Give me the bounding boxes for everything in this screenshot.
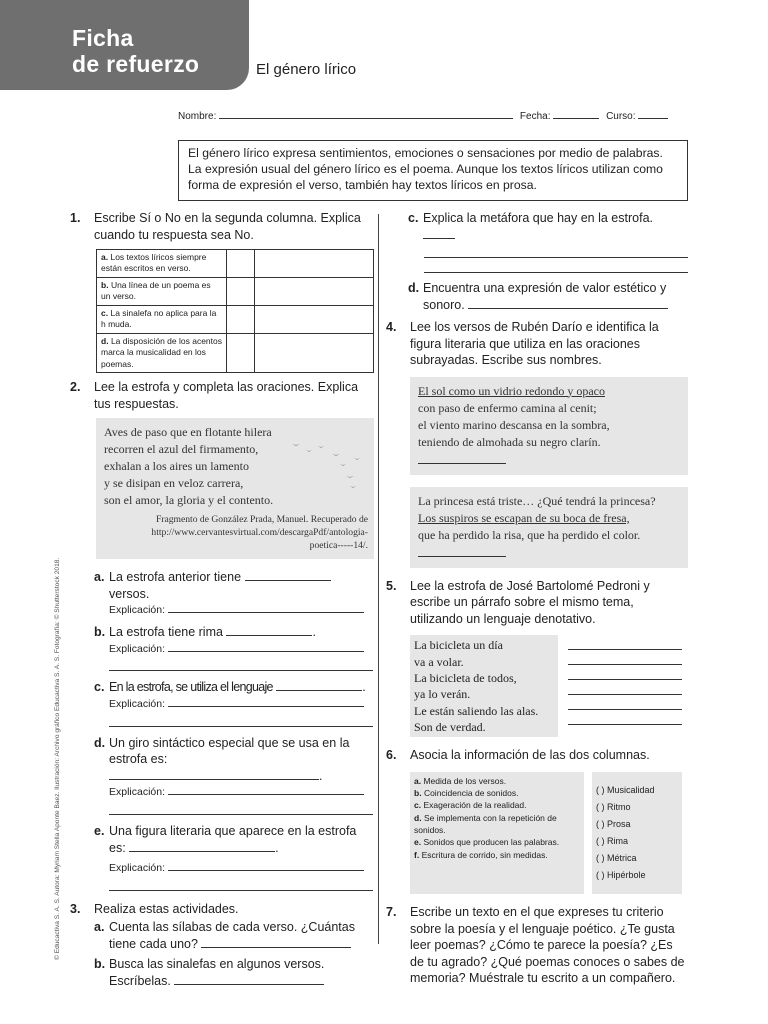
list-item: c. Exageración de la realidad.	[414, 800, 527, 811]
poem-line: con paso de enfermo camina al cenit;	[418, 400, 597, 415]
fecha-field[interactable]	[553, 110, 599, 119]
header-tab	[0, 0, 249, 90]
poem-line: El sol como un vidrio redondo y opaco	[418, 383, 605, 398]
list-item: e. Sonidos que producen las palabras.	[414, 837, 560, 848]
explanation-line[interactable]	[168, 696, 364, 707]
question-5: 5. Lee la estrofa de José Bartolomé Pedroni y escribe un párrafo sobre el mismo tema, utilizando un lenguaje denotativo.	[386, 578, 688, 628]
q3-item-a: a. Cuenta las sílabas de cada verso. ¿Cuántas tiene cada uno?	[94, 920, 355, 951]
question-1: 1. Escribe Sí o No en la segunda columna. Explica cuando tu respuesta sea No.	[70, 210, 374, 243]
right-column	[386, 210, 688, 987]
poem-line: recorren el azul del firmamento,	[104, 442, 259, 457]
explanation-cell[interactable]	[255, 305, 374, 333]
answer-line[interactable]	[568, 650, 682, 665]
answer-line[interactable]	[174, 974, 324, 985]
topic-title: El género lírico	[256, 61, 357, 78]
question-3: 3. Realiza estas actividades.	[70, 901, 374, 918]
question-7: 7. Escribe un texto en el que expreses tu criterio sobre la poesía y el lenguaje poético. ¿Te gusta leer poemas? ¿Cómo te parece la poesía? ¿Es de tu agrado? ¿Qué poemas conoces o sabes de memoria? Muéstrale tu escrito a un compañero.	[386, 904, 688, 987]
poem-line: el viento marino descansa en la sombra,	[418, 417, 610, 432]
answer-line[interactable]	[568, 635, 682, 650]
column-divider	[378, 214, 379, 944]
q6-left-column	[410, 772, 584, 895]
list-item: f. Escritura de corrido, sin medidas.	[414, 849, 548, 860]
poem-line: La bicicleta de todos,	[414, 670, 517, 685]
q2-item-e: e. Una figura literaria que aparece en la estrofa es: .	[94, 824, 357, 855]
q1-table	[96, 249, 374, 373]
intro-box: El género lírico expresa sentimientos, emociones o sensaciones por medio de palabras. La expresión usual del género lírico es el poema. Aunque los textos líricos utilizan como forma de expresión el verso, también hay textos líricos en prosa.	[178, 140, 688, 201]
question-6-text: Asocia la información de las dos columnas.	[410, 748, 650, 763]
poem-source: Fragmento de González Prada, Manuel. Recuperado de http://www.cervantesvirtual.com/descargaPdf/antologia- poetica-----14/.	[151, 514, 368, 552]
answer-line[interactable]	[276, 680, 362, 691]
birds-illustration	[288, 428, 368, 498]
q6-right-column	[592, 772, 682, 895]
answer-line[interactable]	[129, 841, 275, 852]
q4-poem-2	[410, 487, 688, 568]
answer-cell[interactable]	[227, 250, 255, 278]
explanation-line[interactable]	[168, 641, 364, 652]
poem-line: que ha perdido la risa, que ha perdido el color.	[418, 527, 641, 542]
answer-line[interactable]	[423, 228, 455, 239]
poem-line: Son de verdad.	[414, 719, 486, 734]
answer-line[interactable]	[245, 570, 331, 581]
question-2: 2. Lee la estrofa y completa las oraciones. Explica tus respuestas.	[70, 379, 374, 412]
match-option[interactable]: ( ) Métrica	[596, 853, 637, 864]
poem-line: exhalan a los aires un lamento	[104, 459, 249, 474]
answer-line[interactable]	[201, 937, 351, 948]
question-3-text: Realiza estas actividades.	[94, 901, 239, 916]
explanation-line[interactable]	[109, 712, 373, 727]
nombre-field[interactable]	[219, 110, 513, 119]
q4-poem-1	[410, 377, 688, 475]
match-option[interactable]: ( ) Prosa	[596, 818, 631, 829]
match-option[interactable]: ( ) Musicalidad	[596, 784, 655, 795]
answer-line[interactable]	[109, 769, 319, 780]
answer-cell[interactable]	[227, 305, 255, 333]
table-row: c. La sinalefa no aplica para la h muda.	[97, 305, 374, 333]
poem-line: La bicicleta un día	[414, 638, 503, 653]
question-1-text: Escribe Sí o No en la segunda columna. Explica cuando tu respuesta sea No.	[94, 211, 361, 242]
q2-item-c-cont: c. Explica la metáfora que hay en la estrofa.	[408, 210, 688, 243]
match-option[interactable]: ( ) Ritmo	[596, 801, 631, 812]
explanation-line[interactable]	[168, 784, 364, 795]
answer-line[interactable]	[568, 695, 682, 710]
match-option[interactable]: ( ) Rima	[596, 835, 628, 846]
q2-item-a: a. La estrofa anterior tiene versos.	[94, 569, 374, 602]
explanation-line[interactable]	[168, 860, 364, 871]
worksheet-title: Ficha de refuerzo	[72, 25, 200, 77]
answer-line[interactable]	[568, 665, 682, 680]
explanation-line[interactable]	[168, 602, 364, 613]
question-7-text: Escribe un texto en el que expreses tu criterio sobre la poesía y el lenguaje poético. ¿Te gusta leer poemas? ¿Cómo te parece la poesía? ¿Es de tu agrado? ¿Qué poemas conoces o sabes de memoria? Muéstrale tu escrito a un compañero.	[410, 905, 685, 986]
answer-cell[interactable]	[227, 333, 255, 372]
question-2-text: Lee la estrofa y completa las oraciones. Explica tus respuestas.	[94, 380, 359, 411]
poem-line: son el amor, la gloria y el contento.	[104, 493, 274, 508]
q5-answer-lines	[568, 635, 682, 737]
nombre-label: Nombre:	[178, 111, 217, 122]
poem-line: La princesa está triste… ¿Qué tendrá la princesa?	[418, 493, 656, 508]
question-6: 6. Asocia la información de las dos columnas.	[386, 747, 688, 764]
poem-line: Los suspiros se escapan de su boca de fresa,	[418, 510, 630, 525]
q5-poem-box	[410, 635, 558, 737]
answer-line[interactable]	[568, 680, 682, 695]
table-row: b. Una línea de un poema es un verso.	[97, 277, 374, 305]
q2-item-c: c. En la estrofa, se utiliza el lenguaje .	[94, 680, 366, 695]
explanation-line[interactable]	[109, 876, 373, 891]
table-row: a. Los textos líricos siempre están escritos en verso.	[97, 250, 374, 278]
poem-line: Le están saliendo las alas.	[414, 703, 539, 718]
curso-field[interactable]	[638, 110, 668, 119]
list-item: b. Coincidencia de sonidos.	[414, 787, 519, 798]
answer-line[interactable]	[468, 298, 668, 309]
poem-line: y se disipan en veloz carrera,	[104, 476, 244, 491]
question-4-text: Lee los versos de Rubén Darío e identifica la figura literaria que utiliza en las oraciones subrayadas. Escribe sus nombres.	[410, 320, 659, 367]
explanation-cell[interactable]	[255, 250, 374, 278]
answer-cell[interactable]	[227, 277, 255, 305]
left-column: 1. Escribe Sí o No en la segunda columna. Explica cuando tu respuesta sea No. a. Los textos líricos siempre están escritos en verso. b. Una línea de un poema es un verso. c. La sinalefa no aplica para la h muda. d. La disposición de los acentos marca la musicalidad en los poemas. 2. Lee la estrofa y completa las oraciones. Explica tus respuestas. Aves de paso que en flotante hilera recorren el azul del firmamento, exhalan a los aires un lamento y se disipan en veloz carrera, son el amor, la gloria y el contento. Fragmento de González Prada, Manuel. Recuperado de http://www.cervantesvirtual.com/descargaPdf/antologia- poetica-----14/. a. La estrofa anterior tiene versos. Explicación: b. La estrofa tiene rima . Explicación: c. En la estrofa, se utiliza el lenguaje . Explicación: d. Un giro sintáctico especial que se usa en la estrofa es: . Explicación: e. Una figura literaria que aparece en la estrofa es: . Explicación: 3. Realiza estas actividades. a. Cuenta las sílabas de cada verso. ¿Cuántas tiene cada uno? b. Busca las sinalefas en algunos versos. Escríbelas.	[70, 210, 374, 989]
q2-item-d-cont: d. Encuentra una expresión de valor estético y sonoro.	[408, 281, 667, 312]
question-5-text: Lee la estrofa de José Bartolomé Pedroni y escribe un párrafo sobre el mismo tema, utilizando un lenguaje denotativo.	[410, 578, 650, 626]
fecha-label: Fecha:	[519, 111, 551, 122]
q2-item-d: d. Un giro sintáctico especial que se usa en la estrofa es: .	[94, 735, 350, 783]
explanation-cell[interactable]	[255, 277, 374, 305]
answer-line[interactable]	[418, 453, 506, 464]
poem-line: ya lo verán.	[414, 687, 471, 702]
table-row: d. La disposición de los acentos marca la musicalidad en los poemas.	[97, 333, 374, 372]
explanation-cell[interactable]	[255, 333, 374, 372]
q2-poem-box	[96, 418, 374, 559]
poem-line: teniendo de almohada su negro clarín.	[418, 434, 601, 449]
list-item: d. Se implementa con la repetición de sonidos.	[414, 812, 557, 835]
answer-line[interactable]	[418, 546, 506, 557]
explanation-line[interactable]	[109, 656, 373, 671]
explanation-line[interactable]	[109, 800, 373, 815]
list-item: a. Medida de los versos.	[414, 775, 507, 786]
q3-item-b: b. Busca las sinalefas en algunos versos. Escríbelas.	[94, 957, 325, 988]
poem-line: Aves de paso que en flotante hilera	[104, 425, 272, 440]
student-info-row	[178, 110, 680, 123]
match-option[interactable]: ( ) Hipérbole	[596, 870, 646, 881]
question-4: 4. Lee los versos de Rubén Darío e identifica la figura literaria que utiliza en las oraciones subrayadas. Escribe sus nombres.	[386, 319, 688, 369]
answer-line[interactable]	[568, 710, 682, 725]
q2-item-b: b. La estrofa tiene rima .	[94, 625, 316, 640]
answer-line[interactable]	[226, 625, 312, 636]
curso-label: Curso:	[606, 111, 636, 122]
poem-line: va a volar.	[414, 654, 464, 669]
copyright-credit: © Educactiva S. A. S. Autora: Myriam Stella Aponte Baez. Ilustración: Archivo gráfico Educactiva S. A. S. Fotografía: © Shutterstock 2018.	[54, 557, 61, 960]
answer-line[interactable]	[424, 243, 688, 258]
answer-line[interactable]	[424, 258, 688, 273]
